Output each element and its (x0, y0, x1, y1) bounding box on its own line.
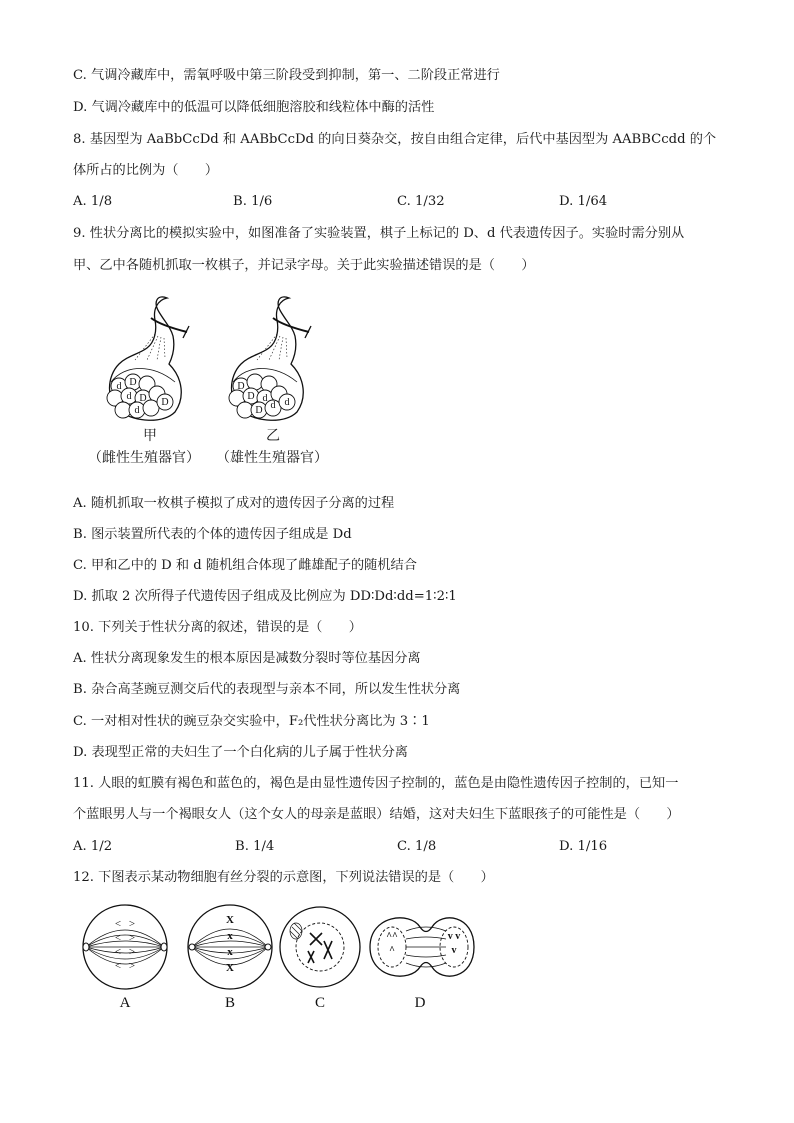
q8-option-c: C. 1/32 (397, 194, 445, 209)
q11-option-d: D. 1/16 (559, 839, 608, 854)
q8-options (73, 192, 733, 212)
q12-stem: 12. 下图表示某动物细胞有丝分裂的示意图，下列说法错误的是（ ） (73, 870, 494, 885)
q10-option-a: A. 性状分离现象发生的根本原因是减数分裂时等位基因分离 (73, 651, 421, 666)
svg-text:v: v (451, 945, 457, 956)
piece-label: D (139, 393, 147, 404)
q9-option-b: B. 图示装置所代表的个体的遗传因子组成是 Dd (73, 527, 352, 542)
q9-bag-yi-name: 乙 (266, 428, 280, 444)
q11-stem-line2: 个蓝眼男人与一个褐眼女人（这个女人的母亲是蓝眼）结婚，这对夫妇生下蓝眼孩子的可能性是（ ） (73, 807, 680, 822)
cell-b (188, 905, 272, 989)
piece-label: d (126, 391, 132, 402)
q9-option-c: C. 甲和乙中的 D 和 d 随机组合体现了雌雄配子的随机结合 (73, 558, 417, 573)
q7-option-d: D. 气调冷藏库中的低温可以降低细胞溶胶和线粒体中酶的活性 (73, 100, 435, 115)
cell-a (83, 905, 167, 989)
q11-options (73, 837, 733, 857)
piece-label: d (134, 405, 140, 416)
q9-option-a: A. 随机抓取一枚棋子模拟了成对的遗传因子分离的过程 (73, 496, 395, 511)
svg-text:<: < (114, 932, 122, 944)
piece-label: d (262, 393, 268, 404)
svg-text:^^: ^^ (386, 931, 398, 942)
q11-stem-line1: 11. 人眼的虹膜有褐色和蓝色的，褐色是由显性遗传因子控制的，蓝色是由隐性遗传因子控制的，已知一 (73, 776, 679, 791)
svg-text:x: x (227, 930, 233, 942)
q8-stem-line2: 体所占的比例为（ ） (73, 163, 219, 178)
piece-label: d (270, 400, 276, 411)
q8-option-d: D. 1/64 (559, 194, 608, 209)
svg-text:>: > (128, 918, 136, 930)
svg-text:x: x (227, 946, 233, 958)
svg-text:<: < (114, 918, 122, 930)
svg-text:>: > (128, 946, 136, 958)
label-d: D (414, 995, 426, 1011)
svg-text:X: X (226, 914, 234, 926)
q9-bag-yi-desc: （雄性生殖器官） (216, 450, 328, 466)
q7-option-c: C. 气调冷藏库中，需氧呼吸中第三阶段受到抑制，第一、二阶段正常进行 (73, 68, 500, 83)
piece-label: D (255, 405, 263, 416)
q9-option-d: D. 抓取 2 次所得子代遗传因子组成及比例应为 DD∶Dd∶dd=1∶2∶1 (73, 589, 457, 604)
q8-option-b: B. 1/6 (233, 194, 273, 209)
piece-label: d (116, 381, 122, 392)
svg-text:^: ^ (389, 945, 395, 956)
cell-d (370, 918, 474, 976)
piece-label: d (284, 397, 290, 408)
svg-text:<: < (114, 946, 122, 958)
q10-option-c: C. 一对相对性状的豌豆杂交实验中，F₂代性状分离比为 3∶1 (73, 714, 430, 729)
q11-option-c: C. 1/8 (397, 839, 437, 854)
q9-bag-jia-name: 甲 (143, 428, 157, 444)
piece-label: D (129, 377, 137, 388)
svg-text:>: > (128, 932, 136, 944)
svg-text:>: > (128, 960, 136, 972)
piece-label: D (161, 397, 169, 408)
q9-figure-bags (95, 290, 355, 425)
svg-text:v v: v v (447, 931, 461, 942)
q8-stem-line1: 8. 基因型为 AaBbCcDd 和 AABbCcDd 的向日葵杂交，按自由组合定律，后代中基因型为 AABBCcdd 的个 (73, 132, 717, 147)
q11-option-b: B. 1/4 (235, 839, 275, 854)
q12-figure-mitosis (70, 903, 480, 1013)
q11-option-a: A. 1/2 (73, 839, 113, 854)
piece-label: D (247, 391, 255, 402)
label-c: C (314, 995, 326, 1011)
svg-text:X: X (226, 962, 234, 974)
svg-text:<: < (114, 960, 122, 972)
q9-stem-line2: 甲、乙中各随机抓取一枚棋子，并记录字母。关于此实验描述错误的是（ ） (73, 258, 535, 273)
cell-c (280, 907, 360, 987)
q10-stem: 10. 下列关于性状分离的叙述，错误的是（ ） (73, 620, 362, 635)
q9-bag-jia-desc: （雌性生殖器官） (88, 450, 200, 466)
piece-label: D (237, 381, 245, 392)
label-b: B (224, 995, 236, 1011)
q8-option-a: A. 1/8 (73, 194, 113, 209)
q10-option-b: B. 杂合高茎豌豆测交后代的表现型与亲本不同，所以发生性状分离 (73, 682, 461, 697)
label-a: A (119, 995, 131, 1011)
q10-option-d: D. 表现型正常的夫妇生了一个白化病的儿子属于性状分离 (73, 745, 408, 760)
q9-stem-line1: 9. 性状分离比的模拟实验中，如图准备了实验装置，棋子上标记的 D、d 代表遗传因子。实验时需分别从 (73, 226, 685, 241)
